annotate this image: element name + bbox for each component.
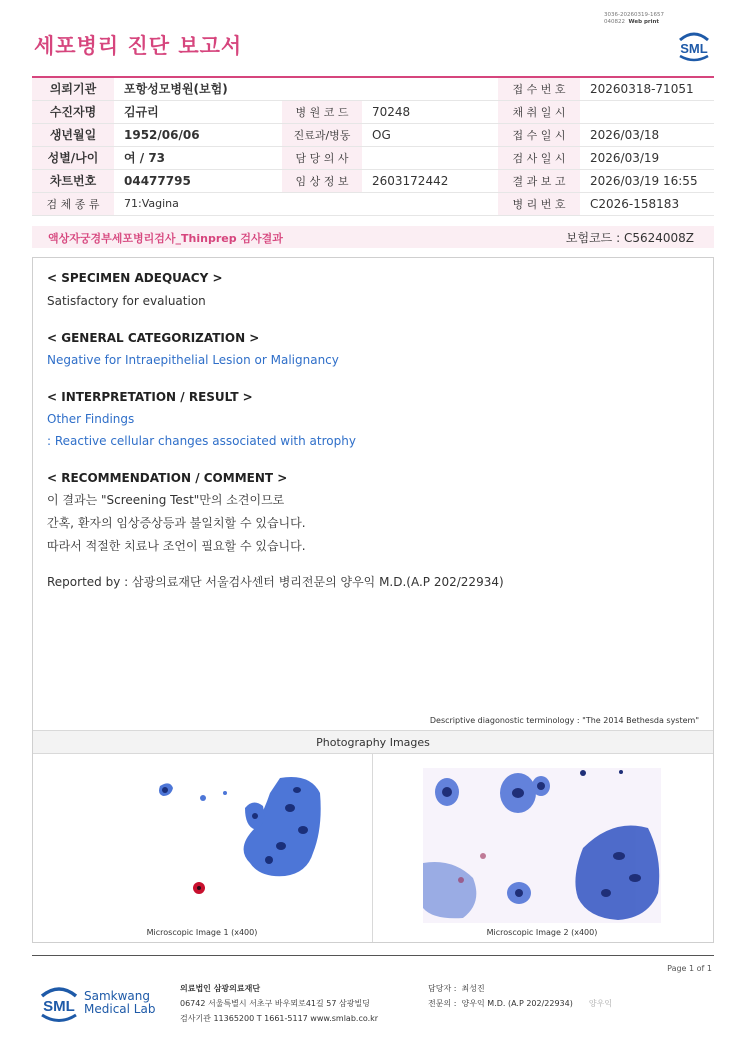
label-birth-date: 생년월일: [32, 123, 114, 146]
specimen-adequacy-heading: < SPECIMEN ADEQUACY >: [47, 271, 223, 285]
label-receipt-number: 접 수 번 호: [498, 77, 580, 100]
label-hospital-code: 병 원 코 드: [282, 100, 362, 123]
brand-line-1: Samkwang: [84, 989, 150, 1003]
microscopic-image-2: [423, 768, 661, 923]
label-receipt-date: 접 수 일 시: [498, 123, 580, 146]
doctor-signature: 양우익: [588, 999, 613, 1008]
image-1-caption: Microscopic Image 1 (x400): [146, 928, 258, 937]
info-row-4: [32, 146, 714, 169]
doctor-label: 전문의 :: [428, 999, 457, 1008]
photo-divider: [372, 754, 373, 942]
specimen-adequacy-text: Satisfactory for evaluation: [47, 294, 206, 308]
value-result-report: 2026/03/19 16:55: [580, 169, 714, 192]
reported-by: Reported by : 삼광의료재단 서울검사센터 병리전문의 양우익 M.D.(A.P 202/22934): [47, 575, 504, 589]
label-requesting-institution: 의뢰기관: [32, 77, 114, 100]
microscopic-image-1: [85, 768, 325, 923]
insurance-code: 보험코드 : C5624008Z: [565, 231, 694, 245]
value-birth-date: 1952/06/06: [114, 123, 282, 146]
exam-title-bar: [32, 226, 714, 248]
sml-logo-text: SML: [680, 41, 708, 56]
staff-label: 담당자 :: [428, 984, 457, 993]
label-clinical-info: 임 상 정 보: [282, 169, 362, 192]
print-id-line1: 3036-20260319-1657: [604, 12, 664, 18]
value-department: OG: [362, 123, 498, 146]
value-patient-name: 김규리: [114, 100, 282, 123]
label-result-report: 결 과 보 고: [498, 169, 580, 192]
value-clinical-info: 2603172442: [362, 169, 498, 192]
value-specimen-type: 71:Vagina: [114, 192, 498, 215]
print-id: [604, 12, 664, 25]
image-2-caption: Microscopic Image 2 (x400): [486, 928, 598, 937]
general-categorization-heading: < GENERAL CATEGORIZATION >: [47, 331, 260, 345]
org-contact: 검사기관 11365200 T 1661-5117 www.smlab.co.kr: [180, 1014, 379, 1023]
label-specimen-type: 검 체 종 류: [32, 192, 114, 215]
value-receipt-date: 2026/03/18: [580, 123, 714, 146]
value-attending-doctor: [362, 146, 498, 169]
sml-logo: [674, 26, 714, 62]
info-row-3: [32, 123, 714, 146]
footer-staff: [428, 981, 612, 1011]
label-department: 진료과/병동: [282, 123, 362, 146]
footer-organization: [180, 981, 378, 1026]
info-row-2: [32, 100, 714, 123]
interpretation-heading: < INTERPRETATION / RESULT >: [47, 390, 253, 404]
brand-line-2: Medical Lab: [84, 1002, 156, 1016]
value-test-date: 2026/03/19: [580, 146, 714, 169]
label-collection-date: 채 취 일 시: [498, 100, 580, 123]
recommendation-line-2: 간혹, 환자의 임상증상등과 불일치할 수 있습니다.: [47, 516, 306, 530]
footer-brand: [84, 990, 155, 1016]
value-hospital-code: 70248: [362, 100, 498, 123]
interpretation-line-1: Other Findings: [47, 412, 135, 426]
terminology-note: Descriptive diagonostic terminology : "The 2014 Bethesda system": [429, 716, 699, 725]
patient-info-table: [32, 76, 714, 216]
recommendation-line-1: 이 결과는 "Screening Test"만의 소견이므로: [47, 493, 285, 507]
page-number: Page 1 of 1: [667, 964, 712, 973]
value-sex-age: 여 / 73: [114, 146, 282, 169]
photo-section-title: Photography Images: [316, 736, 430, 749]
label-chart-number: 차트번호: [32, 169, 114, 192]
web-print-label: Web print: [628, 18, 660, 25]
info-row-6: [32, 192, 714, 215]
photo-section-header: [33, 730, 713, 754]
label-test-date: 검 사 일 시: [498, 146, 580, 169]
org-name: 의료법인 삼광의료재단: [180, 984, 261, 993]
info-row-5: [32, 169, 714, 192]
report-title: 세포병리 진단 보고서: [34, 34, 243, 58]
info-row-1: [32, 77, 714, 100]
doctor-name: 양우익 M.D. (A.P 202/22934): [461, 999, 573, 1008]
label-attending-doctor: 담 당 의 사: [282, 146, 362, 169]
value-requesting-institution: 포항성모병원(보험): [114, 77, 498, 100]
recommendation-heading: < RECOMMENDATION / COMMENT >: [47, 471, 288, 485]
result-box: [32, 257, 714, 943]
recommendation-line-3: 따라서 적절한 치료나 조언이 필요할 수 있습니다.: [47, 539, 306, 553]
label-patient-name: 수진자명: [32, 100, 114, 123]
value-chart-number: 04477795: [114, 169, 282, 192]
exam-name: 액상자궁경부세포병리검사_Thinprep 검사결과: [48, 232, 283, 245]
label-sex-age: 성별/나이: [32, 146, 114, 169]
print-id-line2: 040822: [604, 18, 625, 25]
org-address: 06742 서울특별시 서초구 바우뫼로41길 57 삼광빌딩: [180, 999, 370, 1008]
samkwang-logo-text: SML: [43, 998, 75, 1015]
staff-name: 최성진: [461, 984, 485, 993]
general-categorization-text: Negative for Intraepithelial Lesion or Malignancy: [47, 353, 339, 367]
footer-divider: [32, 955, 714, 956]
value-receipt-number: 20260318-71051: [580, 77, 714, 100]
value-collection-date: [580, 100, 714, 123]
value-pathology-number: C2026-158183: [580, 192, 714, 215]
interpretation-line-2: : Reactive cellular changes associated with atrophy: [47, 434, 356, 448]
samkwang-logo: [36, 980, 82, 1026]
label-pathology-number: 병 리 번 호: [498, 192, 580, 215]
